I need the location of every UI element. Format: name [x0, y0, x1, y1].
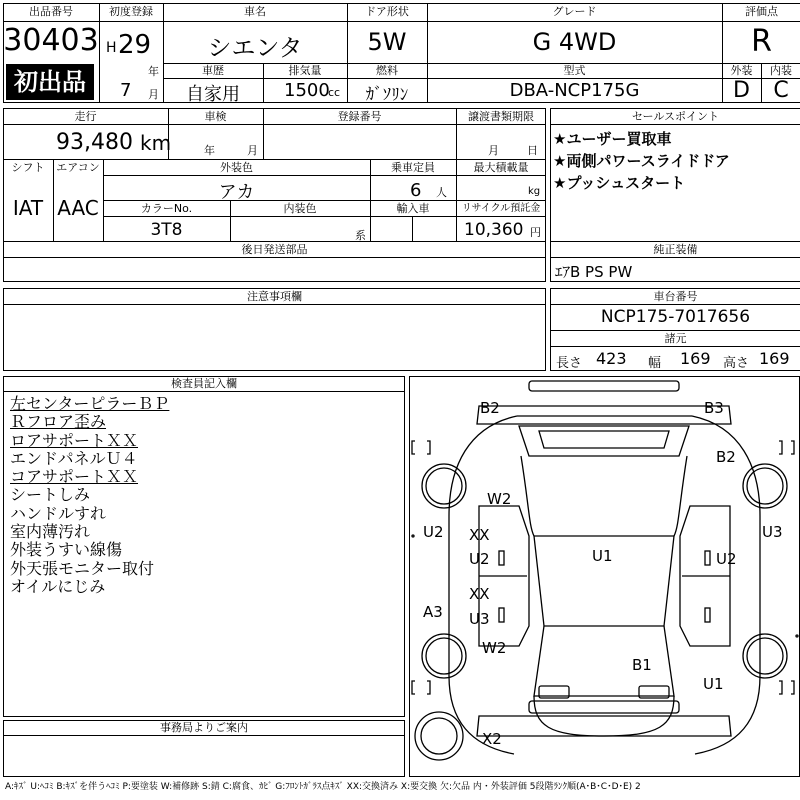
registration-month: 7 [120, 80, 132, 101]
exterior-color-label: 外装色 [220, 161, 253, 174]
mileage: 93,480 [56, 130, 133, 155]
inspector-note: 室内薄汚れ [10, 522, 91, 542]
length: 423 [596, 349, 627, 368]
height-label: 高さ [723, 356, 750, 371]
displacement-unit: cc [328, 86, 341, 99]
exterior-color: アカ [218, 182, 255, 203]
capacity-label: 乗車定員 [391, 161, 435, 174]
history: 自家用 [186, 84, 240, 105]
color-number: 3T8 [150, 220, 183, 240]
interior-color-label: 内装色 [283, 202, 317, 215]
inspector-note: ハンドルすれ [10, 503, 107, 523]
door-type: 5W [367, 28, 407, 56]
fuel-label: 燃料 [376, 64, 398, 77]
sales-points-label: セールスポイント [631, 110, 719, 123]
recycle-fee-label: リサイクル預託金 [461, 203, 541, 214]
transfer-deadline-label: 譲渡書類期限 [468, 110, 534, 123]
grade: G 4WD [532, 28, 617, 56]
model-code: DBA-NCP175G [509, 80, 640, 101]
office-notice-label: 事務局よりご案内 [160, 721, 248, 734]
notes-label: 注意事項欄 [247, 290, 302, 303]
mark-u1-center: U1 [592, 547, 613, 565]
mark-u2-left-inner: U2 [469, 550, 490, 568]
history-label: 車歴 [202, 64, 224, 77]
mark-u3-left-inner: U3 [469, 610, 490, 628]
interior-color-unit: 系 [355, 229, 366, 242]
exterior-score-label: 外装 [730, 64, 753, 77]
sales-point: ★プッシュスタート [553, 174, 686, 192]
inspector-notes [10, 395, 169, 596]
registration-year: 29 [118, 30, 152, 60]
first-registration-label: 初度登録 [109, 5, 153, 18]
equipment: ｴｱB PS PW [555, 263, 633, 281]
mileage-unit: km [140, 131, 172, 155]
year-unit: 年 [148, 65, 159, 78]
chassis-number: NCP175-7017656 [600, 307, 751, 327]
inspector-note: シートしみ [10, 485, 91, 505]
car-name-label: 車名 [244, 5, 266, 18]
inspector-label: 検査員記入欄 [171, 377, 237, 390]
grade-label: グレード [552, 5, 597, 18]
mark-u2-right-inner: U2 [716, 550, 737, 568]
displacement-label: 排気量 [288, 64, 322, 77]
fuel: ｶﾞｿﾘﾝ [365, 85, 409, 105]
registration-number-label: 登録番号 [337, 110, 382, 123]
transfer-day-unit: 日 [527, 144, 538, 157]
dimensions-label: 諸元 [664, 332, 687, 345]
chassis-number-label: 車台番号 [653, 290, 698, 303]
displacement: 1500 [284, 80, 330, 101]
mark-w2-bottom: W2 [482, 639, 507, 657]
inspector-note: 外天張モニター取付 [10, 558, 155, 578]
inspector-note: エンドパネルＵ４ [10, 448, 138, 468]
equipment-label: 純正装備 [653, 243, 698, 256]
mark-x2: X2 [482, 730, 502, 748]
color-number-label: カラーNo. [140, 202, 193, 215]
lot-number: 30403 [3, 23, 99, 58]
capacity-unit: 人 [436, 186, 447, 199]
sales-point: ★両側パワースライドドア [553, 152, 730, 170]
mark-u2-left-outer: U2 [423, 523, 444, 541]
length-label: 長さ [556, 356, 583, 371]
inspector-note: Ｒフロア歪み [10, 412, 107, 432]
inspector-note: ロアサポートＸＸ [10, 430, 139, 450]
max-load-label: 最大積載量 [473, 161, 529, 174]
mileage-label: 走行 [74, 110, 97, 123]
door-type-label: ドア形状 [365, 5, 409, 18]
score-label: 評価点 [745, 5, 778, 18]
inspector-note: コアサポートＸＸ [10, 467, 139, 487]
score: R [751, 24, 772, 59]
recycle-fee: 10,360 [464, 220, 524, 240]
transfer-month-unit: 月 [488, 144, 499, 157]
ac-label: エアコン [56, 161, 100, 174]
inspector-note: オイルにじみ [10, 576, 106, 596]
width-label: 幅 [648, 356, 662, 371]
mark-xx-2: XX [469, 585, 490, 603]
legend: A:ｷｽﾞ U:ﾍｺﾐ B:ｷｽﾞを伴うﾍｺﾐ P:要塗装 W:補修跡 S:錆 C:腐食、ｶﾋﾞ G:ﾌﾛﾝﾄｶﾞﾗｽ点ｷｽﾞ XX:交換済み X:要交換 欠:欠品 内・外装評価 5段階ﾗﾝｸ順(A･B･C･D･E) 2 [5, 782, 641, 792]
mark-u1-bottom: U1 [703, 675, 724, 693]
max-load-unit: kg [528, 186, 541, 197]
first-listing-badge: 初出品 [6, 64, 94, 100]
mark-u3-right: U3 [762, 523, 783, 541]
ac: AAC [57, 196, 99, 220]
mark-b3: B3 [704, 399, 724, 417]
era: H [106, 40, 117, 56]
height: 169 [759, 349, 790, 368]
mark-a3: A3 [423, 603, 443, 621]
capacity: 6 [410, 180, 422, 201]
interior-score: C [773, 78, 789, 103]
import-label: 輸入車 [396, 202, 430, 215]
inspector-note: 外装うすい線傷 [10, 540, 123, 560]
mark-xx-1: XX [469, 526, 490, 544]
width: 169 [680, 349, 711, 368]
sales-points-list [553, 128, 730, 194]
mark-b1: B1 [632, 656, 652, 674]
shift-label: シフト [11, 161, 45, 174]
mark-b2-right: B2 [716, 448, 736, 466]
month-unit: 月 [148, 88, 159, 101]
mark-b2-left: B2 [480, 399, 500, 417]
model-code-label: 型式 [563, 64, 586, 77]
exterior-score: D [733, 78, 750, 103]
car-name: シエンタ [207, 34, 303, 62]
interior-score-label: 内装 [770, 64, 792, 77]
inspection-year-unit: 年 [204, 144, 215, 157]
car-diagram [409, 376, 800, 777]
shift: IAT [12, 196, 44, 220]
inspection-label: 車検 [204, 110, 227, 123]
recycle-fee-unit: 円 [530, 226, 541, 239]
later-parts-label: 後日発送部品 [241, 243, 308, 256]
lot-number-label: 出品番号 [29, 5, 73, 18]
sales-point: ★ユーザー買取車 [553, 130, 672, 148]
mark-w2-top: W2 [487, 490, 512, 508]
inspection-month-unit: 月 [247, 144, 258, 157]
inspector-note: 左センターピラーＢＰ [10, 394, 170, 413]
